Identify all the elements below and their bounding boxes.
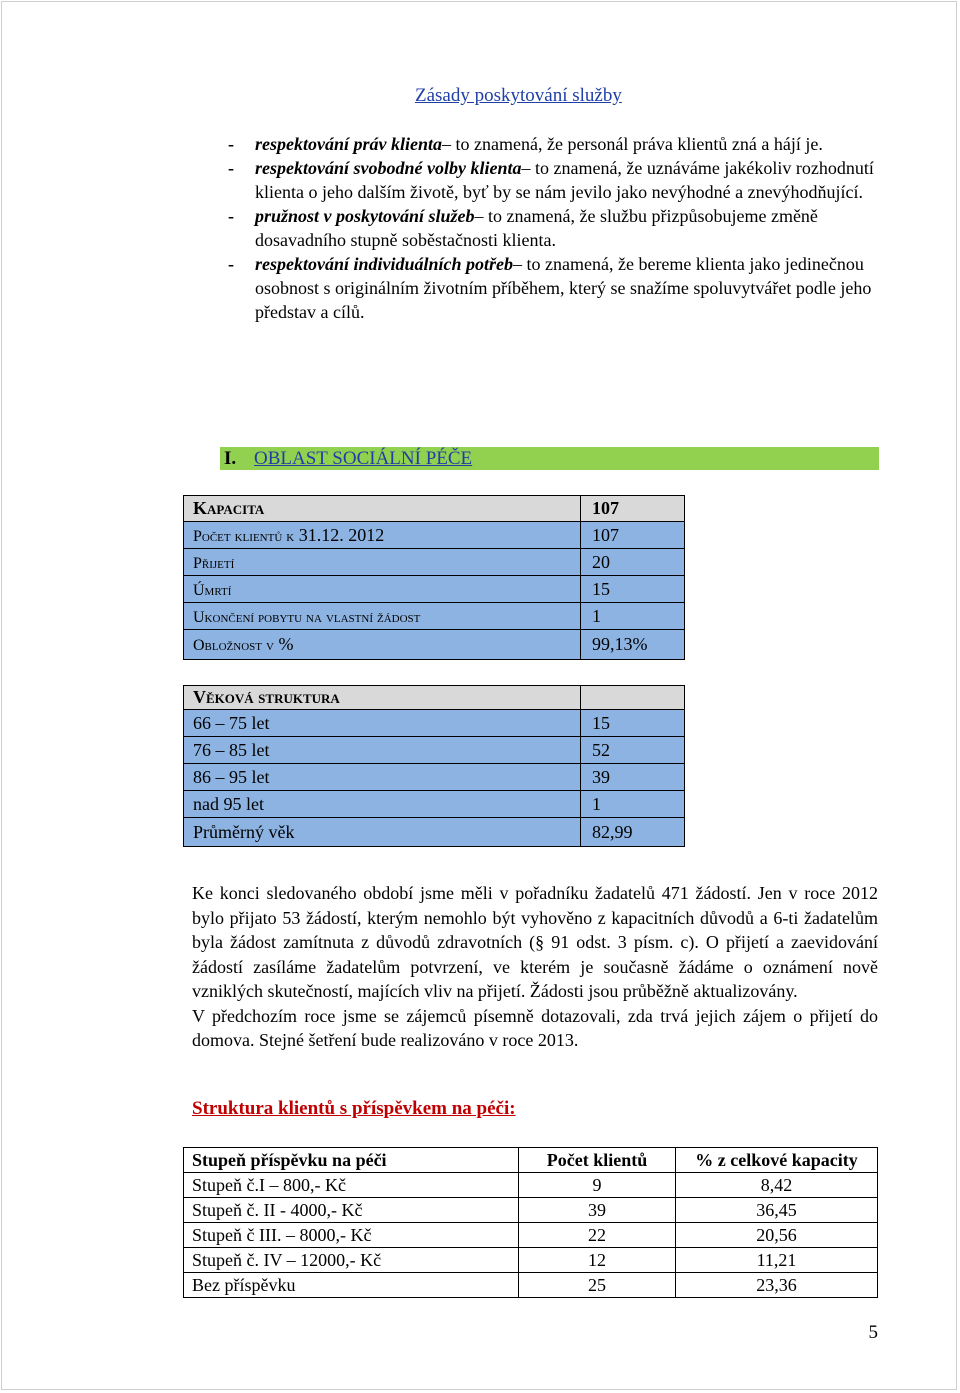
table-header-row xyxy=(184,1148,878,1173)
table-cell: 1 xyxy=(581,603,685,630)
table-cell: 39 xyxy=(519,1198,676,1223)
principle-text: – to znamená, že službu přizpůsobujeme změně dosavadního stupně soběstačnosti klienta. xyxy=(255,206,818,250)
table-cell: 9 xyxy=(519,1173,676,1198)
principle-item xyxy=(228,204,878,252)
page-title: Zásady poskytování služby xyxy=(415,85,622,106)
table-cell xyxy=(581,686,685,710)
table-cell: Stupeň č III. – 8000,- Kč xyxy=(184,1223,519,1248)
principle-text: – to znamená, že bereme klienta jako jedinečnou osobnost s originálním životním příběhem, který se snažíme spoluvytvářet podle jeho představ a cílů. xyxy=(255,254,872,322)
table-cell: Počet klientů k 31.12. 2012 xyxy=(184,522,581,549)
table-cell: 82,99 xyxy=(581,818,685,847)
table-cell: 52 xyxy=(581,737,685,764)
table-row xyxy=(184,496,685,522)
table-cell: 22 xyxy=(519,1223,676,1248)
table-row xyxy=(184,764,685,791)
table-cell: 86 – 95 let xyxy=(184,764,581,791)
table-cell: Obložnost v % xyxy=(184,630,581,660)
capacity-table xyxy=(183,495,685,660)
paragraph: Ke konci sledovaného období jsme měli v pořadníku žadatelů 471 žádostí. Jen v roce 2012 bylo přijato 53 žádostí, kterým nemohlo být vyhověno z kapacitních důvodů a 6-ti žadatelům byla žádost zamítnuta z důvodů zdravotních (§ 91 odst. 3 písm. c). O přijetí a zaevidování žádostí zasíláme žadatelům potvrzení, ve kterém je současně žádáme o oznámení nově vzniklých skutečností, majících vliv na přijetí. Žádosti jsou průběžně aktualizovány. xyxy=(192,883,878,1001)
table-row xyxy=(184,630,685,660)
table-row xyxy=(184,522,685,549)
table-row xyxy=(184,1198,878,1223)
table-row xyxy=(184,1273,878,1298)
dash: - xyxy=(228,158,234,178)
table-cell: 15 xyxy=(581,576,685,603)
table-row xyxy=(184,1248,878,1273)
table-cell: Věková struktura xyxy=(184,686,581,710)
table-cell: Stupeň č. II - 4000,- Kč xyxy=(184,1198,519,1223)
table-row xyxy=(184,686,685,710)
table-cell: 107 xyxy=(581,496,685,522)
table-cell: Průměrný věk xyxy=(184,818,581,847)
principle-item xyxy=(228,156,878,204)
age-structure-table xyxy=(183,685,685,847)
table-cell: 39 xyxy=(581,764,685,791)
column-header: Počet klientů xyxy=(519,1148,676,1173)
table-row xyxy=(184,791,685,818)
principle-item xyxy=(228,252,878,324)
table-cell: Bez příspěvku xyxy=(184,1273,519,1298)
table-cell: Stupeň č.I – 800,- Kč xyxy=(184,1173,519,1198)
table-cell: 36,45 xyxy=(676,1198,878,1223)
table-row xyxy=(184,603,685,630)
table-cell: 23,36 xyxy=(676,1273,878,1298)
table-cell: 107 xyxy=(581,522,685,549)
table-cell: 20,56 xyxy=(676,1223,878,1248)
table-row xyxy=(184,1173,878,1198)
table-cell: 11,21 xyxy=(676,1248,878,1273)
table-cell: 12 xyxy=(519,1248,676,1273)
section-number: I. xyxy=(224,448,237,469)
principle-text: – to znamená, že uznáváme jakékoliv rozhodnutí klienta o jeho dalším životě, byť by se nám jevilo jako nevýhodné a znevýhodňující. xyxy=(255,158,874,202)
principle-name: respektování individuálních potřeb xyxy=(255,254,514,274)
table-row xyxy=(184,737,685,764)
page-number: 5 xyxy=(868,1322,878,1343)
table-row xyxy=(184,1223,878,1248)
table-row xyxy=(184,818,685,847)
table-cell: Přijetí xyxy=(184,549,581,576)
table-cell: 15 xyxy=(581,710,685,737)
table-cell: Kapacita xyxy=(184,496,581,522)
table-cell: 1 xyxy=(581,791,685,818)
dash: - xyxy=(228,134,234,154)
table-cell: 25 xyxy=(519,1273,676,1298)
table-cell: nad 95 let xyxy=(184,791,581,818)
table-row xyxy=(184,576,685,603)
principle-name: pružnost v poskytování služeb xyxy=(255,206,475,226)
column-header: Stupeň příspěvku na péči xyxy=(184,1148,519,1173)
table-cell: Ukončení pobytu na vlastní žádost xyxy=(184,603,581,630)
table-row xyxy=(184,549,685,576)
table-row xyxy=(184,710,685,737)
care-allowance-table xyxy=(183,1147,878,1298)
dash: - xyxy=(228,254,234,274)
principles-list xyxy=(228,132,878,324)
section-heading-bar xyxy=(220,447,879,470)
dash: - xyxy=(228,206,234,226)
principle-name: respektování svobodné volby klienta xyxy=(255,158,522,178)
table-cell: 20 xyxy=(581,549,685,576)
paragraph: V předchozím roce jsme se zájemců písemně dotazovali, zda trvá jejich zájem o přijetí do domova. Stejné šetření bude realizováno v roce 2013. xyxy=(192,1005,878,1050)
table-cell: 99,13% xyxy=(581,630,685,660)
table-cell: 66 – 75 let xyxy=(184,710,581,737)
table-cell: 76 – 85 let xyxy=(184,737,581,764)
table-cell: 8,42 xyxy=(676,1173,878,1198)
principle-name: respektování práv klienta xyxy=(255,134,442,154)
column-header: % z celkové kapacity xyxy=(676,1148,878,1173)
principle-text: – to znamená, že personál práva klientů zná a hájí je. xyxy=(442,134,823,154)
principle-item xyxy=(228,132,878,156)
table-cell: Úmrtí xyxy=(184,576,581,603)
table-cell: Stupeň č. IV – 12000,- Kč xyxy=(184,1248,519,1273)
section-title: OBLAST SOCIÁLNÍ PÉČE xyxy=(254,448,473,469)
care-allowance-heading: Struktura klientů s příspěvkem na péči: xyxy=(192,1098,516,1119)
waiting-list-text xyxy=(192,881,878,1053)
